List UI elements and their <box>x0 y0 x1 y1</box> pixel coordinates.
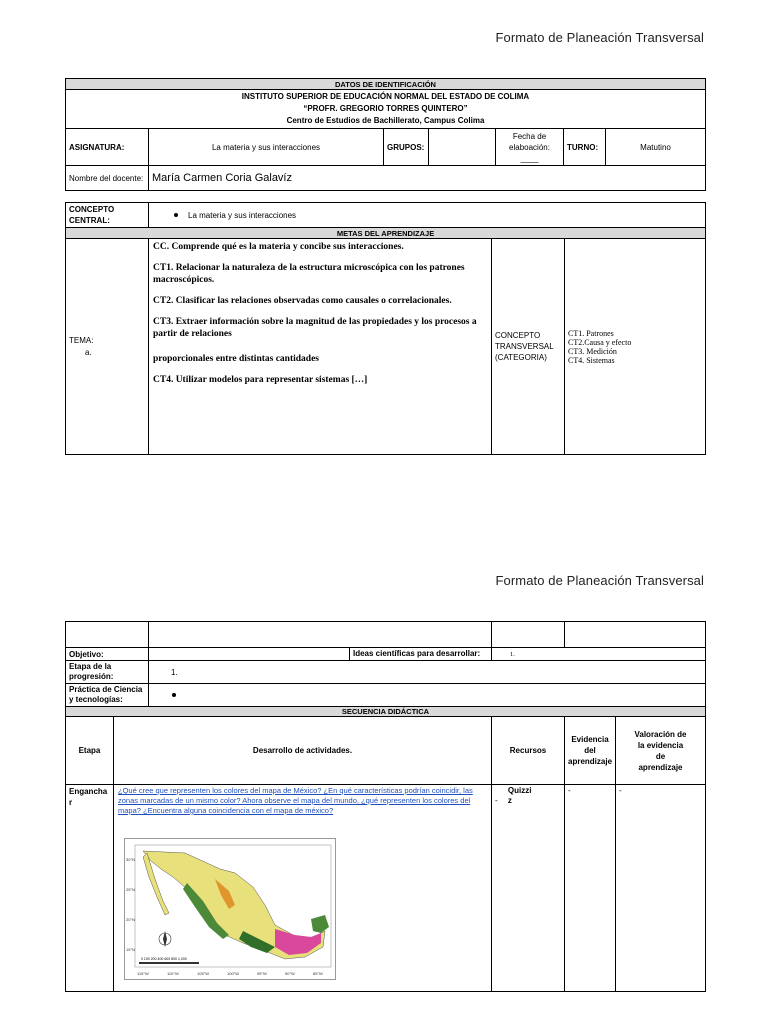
blank-cell <box>565 622 706 648</box>
grupos-label: GRUPOS: <box>384 129 429 166</box>
docente-value: María Carmen Coria Galavíz <box>149 166 706 191</box>
scale-bar <box>139 962 199 964</box>
goal-cc: CC. Comprende qué es la materia y concibe sus interacciones. <box>153 242 404 252</box>
turno-value: Matutino <box>606 129 706 166</box>
fecha-value: ____ <box>520 153 539 163</box>
metas-heading: METAS DEL APRENDIZAJE <box>66 228 706 239</box>
map-x-tick: 100°W <box>227 971 240 976</box>
concepto-central-label: CONCEPTO CENTRAL: <box>66 203 149 228</box>
row-recursos <box>492 785 565 992</box>
ideas-value: 1. <box>492 648 706 661</box>
objetivo-value <box>149 648 349 660</box>
mexico-map-svg <box>125 839 335 979</box>
asignatura-value: La materia y sus interacciones <box>149 129 384 166</box>
mexico-map <box>124 838 336 980</box>
map-y-tick: 25°N <box>126 887 135 892</box>
scale-text: 0 100 200 400 600 800 1,000 <box>141 957 187 961</box>
row-recursos-dash: - <box>495 796 498 805</box>
row-valoracion: - <box>616 785 706 992</box>
blank-cell <box>149 622 492 648</box>
map-x-tick: 85°W <box>313 971 323 976</box>
map-y-tick: 20°N <box>126 917 135 922</box>
professor-name: “PROFR. GREGORIO TORRES QUINTERO” <box>303 104 468 113</box>
map-y-tick: 15°N <box>126 947 135 952</box>
row-etapa: Engancha r <box>66 785 114 992</box>
goal-ct2: CT2. Clasificar las relaciones observadas como causales o correlacionales. <box>153 296 452 306</box>
tema-item: a. <box>85 347 92 357</box>
col-valoracion: Valoración de la evidencia de aprendizaje <box>616 717 706 785</box>
practica-label: Práctica de Ciencia y tecnologías: <box>66 684 149 707</box>
ideas-cell <box>149 648 492 661</box>
bullet-icon <box>172 693 176 697</box>
concepto-central-value: La materia y sus interacciones <box>188 210 297 220</box>
transversal-item: CT3. Medición <box>568 346 617 356</box>
fecha-cell <box>496 129 564 166</box>
fecha-label: Fecha de elaboación: <box>509 131 550 152</box>
docente-label: Nombre del docente: <box>66 166 149 191</box>
tema-cell <box>66 239 149 455</box>
map-x-tick: 90°W <box>285 971 295 976</box>
goal-ct1: CT1. Relacionar la naturaleza de la estructura microscópica con los patrones macroscópicos. <box>153 263 465 285</box>
objetivo-label: Objetivo: <box>66 648 149 661</box>
goal-ct3: CT3. Extraer información sobre la magnitud de las propiedades y los procesos a partir de relaciones <box>153 317 477 339</box>
col-evidencia: Evidencia del aprendizaje <box>565 717 616 785</box>
tema-label: TEMA: <box>69 335 94 345</box>
grupos-value <box>429 129 496 166</box>
page-title: Formato de Planeación Transversal <box>495 30 704 45</box>
secuencia-heading: SECUENCIA DIDÁCTICA <box>66 707 706 717</box>
identification-table <box>65 78 706 191</box>
etapa-progresion-value: 1. <box>149 661 706 684</box>
map-x-tick: 95°W <box>257 971 267 976</box>
practica-value-cell <box>149 684 706 707</box>
bullet-icon <box>174 213 178 217</box>
col-etapa: Etapa <box>66 717 114 785</box>
ideas-label: Ideas científicas para desarrollar: <box>349 648 491 660</box>
row-evidencia: - <box>565 785 616 992</box>
map-y-ticks <box>126 857 135 952</box>
transversal-item: CT2.Causa y efecto <box>568 337 632 347</box>
col-recursos: Recursos <box>492 717 565 785</box>
activity-cell <box>114 785 492 992</box>
transversal-item: CT1. Patrones <box>568 328 614 338</box>
activity-link[interactable]: ¿Qué cree que representen los colores del mapa de México? ¿En qué características podrían coincidir, las zonas marcadas de un mismo color? Ahora observe el mapa del mundo, ¿qué representen los colores del mapa? ¿Encuentra alguna coincidencia con el mapa de méxico? <box>118 786 473 815</box>
blank-cell <box>66 622 149 648</box>
map-x-tick: 115°W <box>137 971 149 976</box>
goal-ct3-continued: proporcionales entre distintas cantidades <box>153 354 319 364</box>
transversal-item: CT4. Sistemas <box>568 355 615 365</box>
asignatura-label: ASIGNATURA: <box>66 129 149 166</box>
map-x-tick: 110°W <box>167 971 179 976</box>
goal-ct4: CT4. Utilizar modelos para representar sistemas […] <box>153 375 368 385</box>
concepto-central-value-cell <box>149 203 706 228</box>
page-title-2: Formato de Planeación Transversal <box>495 573 704 588</box>
etapa-progresion-label: Etapa de la progresión: <box>66 661 149 684</box>
transversal-label: CONCEPTO TRANSVERSAL (CATEGORIA) <box>492 239 565 455</box>
institute-name: INSTITUTO SUPERIOR DE EDUCACIÓN NORMAL DEL ESTADO DE COLIMA <box>241 92 530 101</box>
institute-block <box>66 90 706 129</box>
map-y-tick: 30°N <box>126 857 135 862</box>
transversal-items-cell <box>565 239 706 455</box>
turno-label: TURNO: <box>564 129 606 166</box>
goals-cell <box>149 239 492 455</box>
row-recursos-value: Quizzi z <box>507 786 532 805</box>
identification-heading: DATOS DE IDENTIFICACIÓN <box>66 79 706 90</box>
map-x-ticks <box>137 971 323 976</box>
planning-table <box>65 621 706 992</box>
concept-table <box>65 202 706 455</box>
map-x-tick: 105°W <box>197 971 210 976</box>
campus-name: Centro de Estudios de Bachillerato, Campus Colima <box>286 116 485 125</box>
blank-cell <box>492 622 565 648</box>
col-desarrollo: Desarrollo de actividades. <box>114 717 492 785</box>
